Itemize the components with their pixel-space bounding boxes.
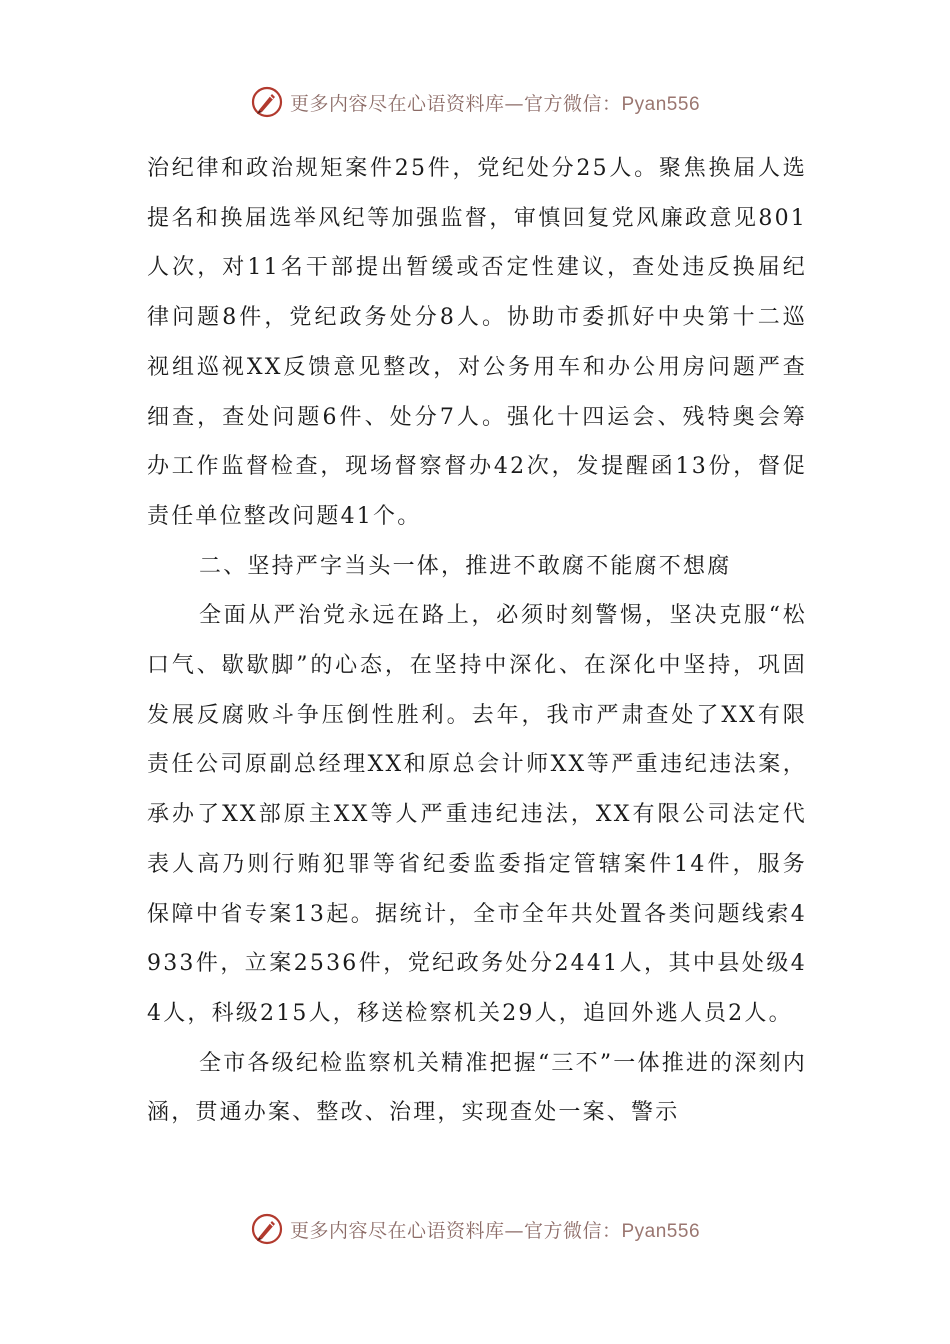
footer-watermark <box>0 1209 950 1249</box>
header-watermark-label: 更多内容尽在心语资料库—官方微信： <box>289 92 622 115</box>
section-heading: 二、坚持严字当头一体，推进不敢腐不能腐不想腐 <box>199 553 732 579</box>
paragraph-2: 全面从严治党永远在路上，必须时刻警惕，坚决克服“松口气、歇歇脚”的心态，在坚持中深化、在深化中坚持，巩固发展反腐败斗争压倒性胜利。去年，我市严肃查处了XX有限责任公司原副总经理XX和原总会计师XX等严重违纪违法案，承办了XX部原主XX等人严重违纪违法，XX有限公司法定代表人高乃则行贿犯罪等省纪委监委指定管辖案件14件，服务保障中省专案13起。据统计，全市全年共处置各类问题线索4933件，立案2536件，党纪政务处分2441人，其中县处级44人，科级215人，移送检察机关29人，追回外逃人员2人。 <box>147 603 807 1026</box>
pen-logo-icon <box>250 1212 284 1246</box>
document-body <box>147 144 807 1138</box>
pen-logo-icon <box>250 85 284 119</box>
header-watermark-inner <box>250 85 700 119</box>
footer-watermark-handle: Pyan556 <box>621 1220 701 1242</box>
paragraph-1: 治纪律和政治规矩案件25件，党纪处分25人。聚焦换届人选提名和换届选举风纪等加强监督，审慎回复党风廉政意见801人次，对11名干部提出暂缓或否定性建议，查处违反换届纪律问题8件，党纪政务处分8人。协助市委抓好中央第十二巡视组巡视XX反馈意见整改，对公务用车和办公用房问题严查细查，查处问题6件、处分7人。强化十四运会、残特奥会筹办工作监督检查，现场督察督办42次，发提醒函13份，督促责任单位整改问题41个。 <box>147 156 807 529</box>
footer-watermark-inner <box>250 1212 700 1246</box>
header-watermark <box>0 82 950 122</box>
footer-watermark-text <box>290 1216 700 1243</box>
header-watermark-text <box>290 89 700 116</box>
footer-watermark-label: 更多内容尽在心语资料库—官方微信： <box>289 1219 622 1242</box>
paragraph-3: 全市各级纪检监察机关精准把握“三不”一体推进的深刻内涵，贯通办案、整改、治理，实现查处一案、警示 <box>147 1050 807 1126</box>
header-watermark-handle: Pyan556 <box>621 93 701 115</box>
